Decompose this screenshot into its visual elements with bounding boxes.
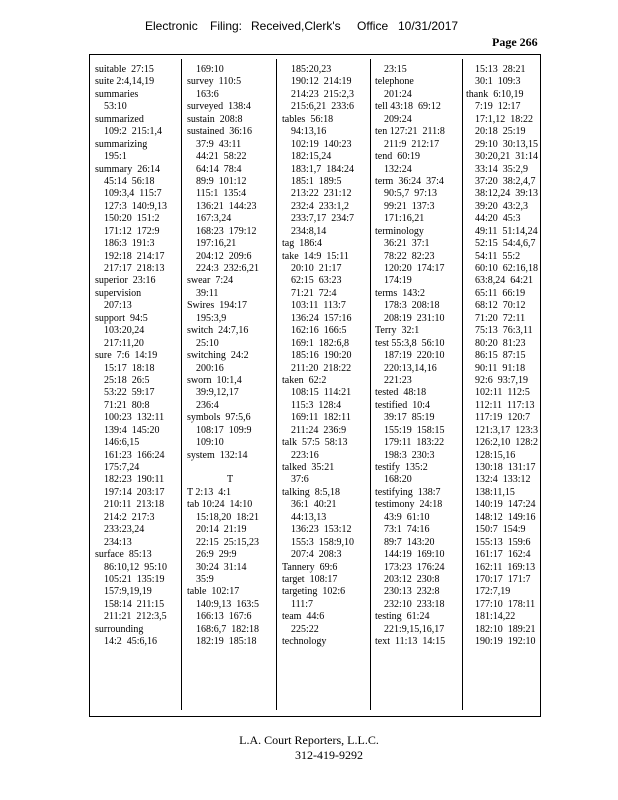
- index-entry-continuation: 181:14,22: [475, 611, 516, 623]
- index-entry-continuation: 211:20 218:22: [291, 362, 352, 374]
- index-entry-continuation: 169:10: [196, 64, 224, 75]
- index-entry-continuation: 37:20 38:2,4,7: [475, 175, 536, 187]
- index-entry-term: telephone: [375, 76, 414, 88]
- index-entry-continuation: 230:13 232:8: [384, 586, 440, 598]
- index-entry-continuation: 33:14 35:2,9: [475, 163, 529, 175]
- index-entry-continuation: 221:9,15,16,17: [384, 623, 445, 635]
- index-entry-continuation: 182:19 185:18: [196, 636, 257, 648]
- index-entry-continuation: 187:19 220:10: [384, 350, 445, 362]
- index-entry-continuation: 105:21 135:19: [104, 573, 165, 585]
- index-column-3: [282, 64, 366, 649]
- index-entry-term: suite 2:4,14,19: [95, 76, 155, 88]
- index-entry-continuation: 71:20 72:11: [475, 312, 526, 324]
- index-entry-continuation: 178:3 208:18: [384, 300, 440, 312]
- index-entry-continuation: 190:19 192:10: [475, 636, 536, 648]
- index-entry-continuation: 89:9 101:12: [196, 175, 247, 187]
- page-number: Page 266: [492, 35, 538, 49]
- index-entry-term: thank 6:10,19: [466, 88, 524, 100]
- footer-company: L.A. Court Reporters, L.L.C.: [239, 733, 379, 747]
- index-entry-continuation: 186:3 191:3: [104, 238, 155, 250]
- index-entry-continuation: 63:8,24 64:21: [475, 275, 534, 287]
- index-entry-continuation: 179:11 183:22: [384, 437, 445, 449]
- index-entry-continuation: 163:6: [196, 88, 219, 100]
- index-entry-continuation: 43:9 61:10: [384, 511, 430, 523]
- index-entry-continuation: 144:19 169:10: [384, 549, 445, 561]
- column-divider: [276, 59, 277, 710]
- header-date: 10/31/2017: [398, 19, 459, 33]
- index-entry-continuation: 39:9,12,17: [196, 387, 239, 399]
- index-entry-continuation: 86:10,12 95:10: [104, 561, 168, 573]
- column-divider: [462, 59, 463, 710]
- index-entry-term: terms 143:2: [375, 287, 425, 299]
- index-entry-continuation: 71:21 80:8: [104, 399, 150, 411]
- index-entry-term: target 108:17: [282, 573, 338, 585]
- index-entry-continuation: 214:2 217:3: [104, 511, 155, 523]
- index-entry-continuation: 233:23,24: [104, 524, 145, 536]
- index-entry-continuation: 49:11 51:14,24: [475, 225, 538, 237]
- index-entry-continuation: 44:21 58:22: [196, 151, 247, 163]
- index-entry-term: sustain 208:8: [187, 113, 243, 125]
- index-entry-continuation: 185:1 189:5: [291, 175, 342, 187]
- index-entry-continuation: 168:6,7 182:18: [196, 623, 260, 635]
- index-entry-continuation: 195:1: [104, 151, 127, 163]
- index-entry-continuation: 38:12,24 39:13: [475, 188, 539, 200]
- index-entry-continuation: 103:20,24: [104, 325, 145, 337]
- index-entry-continuation: 39:20 43:2,3: [475, 200, 529, 212]
- index-entry-continuation: 213:22 231:12: [291, 188, 352, 200]
- index-entry-continuation: 37:9 43:11: [196, 138, 242, 150]
- index-entry-continuation: 94:13,16: [291, 126, 327, 138]
- index-entry-term: sustained 36:16: [187, 126, 252, 138]
- index-entry-continuation: 182:23 190:11: [104, 474, 165, 486]
- index-entry-continuation: 99:21 137:3: [384, 200, 435, 212]
- index-entry-continuation: 236:4: [196, 399, 219, 411]
- index-entry-continuation: 37:6: [291, 474, 309, 486]
- index-entry-continuation: 75:13 76:3,11: [475, 325, 533, 337]
- index-entry-continuation: 204:12 209:6: [196, 250, 252, 262]
- index-entry-term: talk 57:5 58:13: [282, 437, 348, 449]
- index-entry-continuation: 203:12 230:8: [384, 573, 440, 585]
- index-entry-continuation: 233:7,17 234:7: [291, 213, 355, 225]
- index-entry-continuation: 211:24 236:9: [291, 424, 347, 436]
- index-entry-term: switch 24:7,16: [187, 325, 249, 337]
- index-entry-continuation: 39:17 85:19: [384, 412, 435, 424]
- index-entry-continuation: 185:20,23: [291, 64, 332, 75]
- index-entry-term: targeting 102:6: [282, 586, 346, 598]
- index-entry-continuation: 132:4 133:12: [475, 474, 531, 486]
- index-entry-continuation: 25:10: [196, 337, 219, 349]
- index-entry-continuation: 201:24: [384, 88, 412, 100]
- index-entry-continuation: 20:18 25:19: [475, 126, 526, 138]
- index-entry-continuation: 90:11 91:18: [475, 362, 526, 374]
- index-entry-continuation: 161:17 162:4: [475, 549, 531, 561]
- index-entry-continuation: 62:15 63:23: [291, 275, 342, 287]
- index-entry-term: testimony 24:18: [375, 499, 443, 511]
- index-entry-term: surveyed 138:4: [187, 101, 251, 113]
- index-entry-term: tab 10:24 14:10: [187, 499, 253, 511]
- index-entry-continuation: 171:16,21: [384, 213, 425, 225]
- index-entry-continuation: 208:19 231:10: [384, 312, 445, 324]
- index-entry-continuation: 86:15 87:15: [475, 350, 526, 362]
- index-entry-continuation: 183:1,7 184:24: [291, 163, 355, 175]
- index-entry-continuation: 167:3,24: [196, 213, 232, 225]
- index-entry-continuation: 65:11 66:19: [475, 287, 526, 299]
- index-entry-continuation: 207:4 208:3: [291, 549, 342, 561]
- index-entry-continuation: 60:10 62:16,18: [475, 263, 539, 274]
- index-entry-continuation: 30:1 109:3: [475, 76, 521, 88]
- index-entry-term: tested 48:18: [375, 387, 427, 399]
- index-entry-continuation: 36:1 40:21: [291, 499, 337, 511]
- index-entry-continuation: 168:20: [384, 474, 412, 486]
- index-entry-continuation: 197:14 203:17: [104, 486, 165, 498]
- index-entry-term: survey 110:5: [187, 76, 242, 88]
- index-entry-continuation: 182:15,24: [291, 151, 332, 163]
- index-entry-continuation: 217:17 218:13: [104, 263, 165, 274]
- index-entry-continuation: 26:9 29:9: [196, 549, 237, 561]
- index-entry-continuation: 136:23 153:12: [291, 524, 352, 536]
- index-entry-continuation: 44:20 45:3: [475, 213, 521, 225]
- index-entry-continuation: 169:11 182:11: [291, 412, 351, 424]
- index-entry-continuation: 120:20 174:17: [384, 263, 445, 274]
- index-entry-continuation: 25:18 26:5: [104, 374, 150, 386]
- index-entry-term: summarizing: [95, 138, 148, 150]
- index-entry-term: suitable 27:15: [95, 64, 154, 75]
- index-entry-continuation: 232:10 233:18: [384, 598, 445, 610]
- index-column-1: [95, 64, 175, 649]
- header-filing: Filing:: [210, 19, 243, 33]
- index-entry-continuation: 15:13 28:21: [475, 64, 526, 75]
- index-entry-continuation: 225:22: [291, 623, 319, 635]
- index-entry-continuation: 53:22 59:17: [104, 387, 155, 399]
- column-divider: [181, 59, 182, 710]
- index-entry-continuation: 112:11 117:13: [475, 399, 535, 411]
- index-entry-term: testified 10:4: [375, 399, 430, 411]
- index-entry-continuation: 80:20 81:23: [475, 337, 526, 349]
- index-entry-continuation: 127:3 140:9,13: [104, 200, 168, 212]
- index-entry-continuation: 170:17 171:7: [475, 573, 531, 585]
- index-column-4: [375, 64, 459, 649]
- index-entry-term: summarized: [95, 113, 144, 125]
- index-entry-continuation: 195:3,9: [196, 312, 227, 324]
- index-entry-term: surface 85:13: [95, 549, 152, 561]
- index-entry-continuation: 140:9,13 163:5: [196, 598, 260, 610]
- index-entry-continuation: 71:21 72:4: [291, 287, 337, 299]
- index-entry-continuation: 220:13,14,16: [384, 362, 437, 374]
- index-entry-continuation: 90:5,7 97:13: [384, 188, 438, 200]
- index-entry-continuation: 111:7: [291, 598, 314, 610]
- index-column-2: [187, 64, 273, 649]
- index-entry-term: test 55:3,8 56:10: [375, 337, 445, 349]
- index-entry-term: support 94:5: [95, 312, 148, 324]
- index-entry-continuation: 150:20 151:2: [104, 213, 160, 225]
- index-entry-continuation: 138:11,15: [475, 486, 515, 498]
- index-entry-continuation: 155:13 159:6: [475, 536, 531, 548]
- index-entry-term: text 11:13 14:15: [375, 636, 446, 648]
- index-entry-term: tables 56:18: [282, 113, 334, 125]
- index-entry-continuation: 198:3 230:3: [384, 449, 435, 461]
- index-entry-continuation: 130:18 131:17: [475, 462, 536, 473]
- index-entry-continuation: 190:12 214:19: [291, 76, 352, 88]
- index-entry-continuation: 108:17 109:9: [196, 424, 252, 436]
- index-entry-continuation: 115:1 135:4: [196, 188, 247, 200]
- index-entry-continuation: 140:19 147:24: [475, 499, 536, 511]
- header-office: Office: [357, 19, 389, 33]
- index-entry-continuation: 234:8,14: [291, 225, 327, 237]
- index-entry-term: talked 35:21: [282, 462, 335, 473]
- index-entry-continuation: 232:4 233:1,2: [291, 200, 350, 212]
- index-entry-continuation: 207:13: [104, 300, 132, 312]
- index-column-5: [466, 64, 540, 649]
- index-entry-continuation: 150:7 154:9: [475, 524, 526, 536]
- index-entry-term: terminology: [375, 225, 424, 237]
- index-entry-continuation: 89:7 143:20: [384, 536, 435, 548]
- index-entry-term: term 36:24 37:4: [375, 175, 444, 187]
- index-entry-continuation: 30:20,21 31:14: [475, 151, 539, 163]
- index-entry-term: T 2:13 4:1: [187, 486, 231, 498]
- index-entry-continuation: 174:19: [384, 275, 412, 287]
- index-entry-continuation: 155:3 158:9,10: [291, 536, 355, 548]
- index-entry-continuation: 214:23 215:2,3: [291, 88, 355, 100]
- index-entry-term: supervision: [95, 287, 142, 299]
- index-entry-continuation: 217:11,20: [104, 337, 144, 349]
- index-entry-continuation: 155:19 158:15: [384, 424, 445, 436]
- index-entry-continuation: 192:18 214:17: [104, 250, 165, 262]
- index-entry-continuation: 136:24 157:16: [291, 312, 352, 324]
- index-entry-continuation: 115:3 128:4: [291, 399, 342, 411]
- index-entry-continuation: 121:3,17 123:3: [475, 424, 539, 436]
- index-entry-continuation: 173:23 176:24: [384, 561, 445, 573]
- index-entry-continuation: 200:16: [196, 362, 224, 374]
- index-entry-continuation: 20:14 21:19: [196, 524, 247, 536]
- index-entry-continuation: 158:14 211:15: [104, 598, 165, 610]
- index-entry-continuation: 36:21 37:1: [384, 238, 430, 250]
- index-entry-term: Swires 194:17: [187, 300, 247, 312]
- index-entry-continuation: 15:17 18:18: [104, 362, 155, 374]
- index-entry-term: summaries: [95, 88, 139, 100]
- index-entry-continuation: 172:7,19: [475, 586, 511, 598]
- index-entry-term: summary 26:14: [95, 163, 160, 175]
- index-entry-term: tag 186:4: [282, 238, 322, 250]
- index-entry-term: testing 61:24: [375, 611, 430, 623]
- index-entry-continuation: 20:10 21:17: [291, 263, 342, 274]
- index-entry-continuation: 53:10: [104, 101, 127, 113]
- column-divider: [370, 59, 371, 710]
- index-entry-continuation: 161:23 166:24: [104, 449, 165, 461]
- index-entry-continuation: 7:19 12:17: [475, 101, 521, 113]
- index-entry-continuation: 54:11 55:2: [475, 250, 521, 262]
- index-entry-continuation: 45:14 56:18: [104, 175, 155, 187]
- index-entry-continuation: 157:9,19,19: [104, 586, 152, 598]
- index-entry-continuation: 132:24: [384, 163, 412, 175]
- index-entry-continuation: 39:11: [196, 287, 219, 299]
- index-entry-term: tend 60:19: [375, 151, 420, 163]
- index-entry-continuation: 22:15 25:15,23: [196, 536, 260, 548]
- index-entry-term: Tannery 69:6: [282, 561, 338, 573]
- index-entry-term: system 132:14: [187, 449, 248, 461]
- index-entry-continuation: 211:9 212:17: [384, 138, 440, 150]
- index-entry-continuation: 109:10: [196, 437, 224, 449]
- index-entry-term: take 14:9 15:11: [282, 250, 349, 262]
- index-entry-continuation: 162:16 166:5: [291, 325, 347, 337]
- index-entry-continuation: 100:23 132:11: [104, 412, 165, 424]
- index-entry-continuation: 211:21 212:3,5: [104, 611, 167, 623]
- index-entry-term: talking 8:5,18: [282, 486, 341, 498]
- index-entry-continuation: 30:24 31:14: [196, 561, 247, 573]
- index-entry-continuation: 168:23 179:12: [196, 225, 257, 237]
- index-entry-continuation: 171:12 172:9: [104, 225, 160, 237]
- index-entry-term: swear 7:24: [187, 275, 234, 287]
- index-entry-continuation: 215:6,21 233:6: [291, 101, 355, 113]
- index-entry-term: testifying 138:7: [375, 486, 441, 498]
- index-entry-term: superior 23:16: [95, 275, 156, 287]
- index-entry-continuation: 166:13 167:6: [196, 611, 252, 623]
- index-entry-continuation: 117:19 120:7: [475, 412, 531, 424]
- index-entry-term: ten 127:21 211:8: [375, 126, 445, 138]
- index-entry-continuation: 234:13: [104, 536, 132, 548]
- index-entry-continuation: 128:15,16: [475, 449, 516, 461]
- index-entry-continuation: 148:12 149:16: [475, 511, 536, 523]
- index-entry-continuation: 109:3,4 115:7: [104, 188, 162, 200]
- index-entry-continuation: 139:4 145:20: [104, 424, 160, 436]
- index-entry-continuation: 73:1 74:16: [384, 524, 430, 536]
- index-entry-term: taken 62:2: [282, 374, 327, 386]
- index-entry-term: team 44:6: [282, 611, 325, 623]
- index-entry-term: Terry 32:1: [375, 325, 420, 337]
- index-entry-continuation: 17:1,12 18:22: [475, 113, 534, 125]
- index-entry-continuation: 210:11 213:18: [104, 499, 165, 511]
- index-entry-continuation: 102:19 140:23: [291, 138, 352, 150]
- index-entry-term: technology: [282, 636, 327, 648]
- header-received-clerk: Received,Clerk's: [251, 19, 341, 33]
- footer-phone: 312-419-9292: [295, 748, 363, 762]
- index-entry-continuation: 126:2,10 128:2: [475, 437, 539, 449]
- index-entry-continuation: 68:12 70:12: [475, 300, 526, 312]
- index-entry-term: switching 24:2: [187, 350, 249, 362]
- index-frame: [89, 54, 541, 717]
- index-entry-continuation: 29:10 30:13,15: [475, 138, 539, 150]
- index-entry-continuation: 223:16: [291, 449, 319, 461]
- index-entry-continuation: 23:15: [384, 64, 407, 75]
- index-entry-continuation: 197:16,21: [196, 238, 237, 250]
- index-entry-continuation: 103:11 113:7: [291, 300, 346, 312]
- index-entry-continuation: 221:23: [384, 374, 412, 386]
- index-entry-term: sworn 10:1,4: [187, 374, 242, 386]
- index-entry-continuation: 182:10 189:21: [475, 623, 536, 635]
- index-entry-continuation: 175:7,24: [104, 462, 140, 473]
- index-entry-continuation: 185:16 190:20: [291, 350, 352, 362]
- index-entry-continuation: 92:6 93:7,19: [475, 374, 529, 386]
- index-entry-continuation: 108:15 114:21: [291, 387, 352, 399]
- index-entry-continuation: 146:6,15: [104, 437, 140, 449]
- index-entry-continuation: 44:13,13: [291, 511, 327, 523]
- index-entry-continuation: 162:11 169:13: [475, 561, 536, 573]
- index-entry-continuation: 64:14 78:4: [196, 163, 242, 175]
- index-entry-continuation: 35:9: [196, 573, 214, 585]
- index-entry-term: symbols 97:5,6: [187, 412, 251, 424]
- index-entry-term: testify 135:2: [375, 462, 428, 473]
- index-entry-continuation: 136:21 144:23: [196, 200, 257, 212]
- index-entry-term: surrounding: [95, 623, 144, 635]
- index-entry-continuation: 224:3 232:6,21: [196, 263, 260, 274]
- index-entry-term: sure 7:6 14:19: [95, 350, 158, 362]
- index-entry-continuation: 209:24: [384, 113, 412, 125]
- index-entry-continuation: 52:15 54:4,6,7: [475, 238, 536, 250]
- index-entry-continuation: 169:1 182:6,8: [291, 337, 350, 349]
- index-entry-continuation: 177:10 178:11: [475, 598, 536, 610]
- header-electronic: Electronic: [145, 19, 198, 33]
- index-entry-term: tell 43:18 69:12: [375, 101, 441, 113]
- index-entry-term: table 102:17: [187, 586, 240, 598]
- index-entry-term: [187, 462, 273, 474]
- index-entry-continuation: 102:11 112:5: [475, 387, 530, 399]
- index-section-letter: T: [226, 474, 234, 486]
- index-entry-continuation: 78:22 82:23: [384, 250, 435, 262]
- index-entry-continuation: 15:18,20 18:21: [196, 511, 260, 523]
- index-entry-continuation: 14:2 45:6,16: [104, 636, 158, 648]
- index-entry-continuation: 109:2 215:1,4: [104, 126, 163, 138]
